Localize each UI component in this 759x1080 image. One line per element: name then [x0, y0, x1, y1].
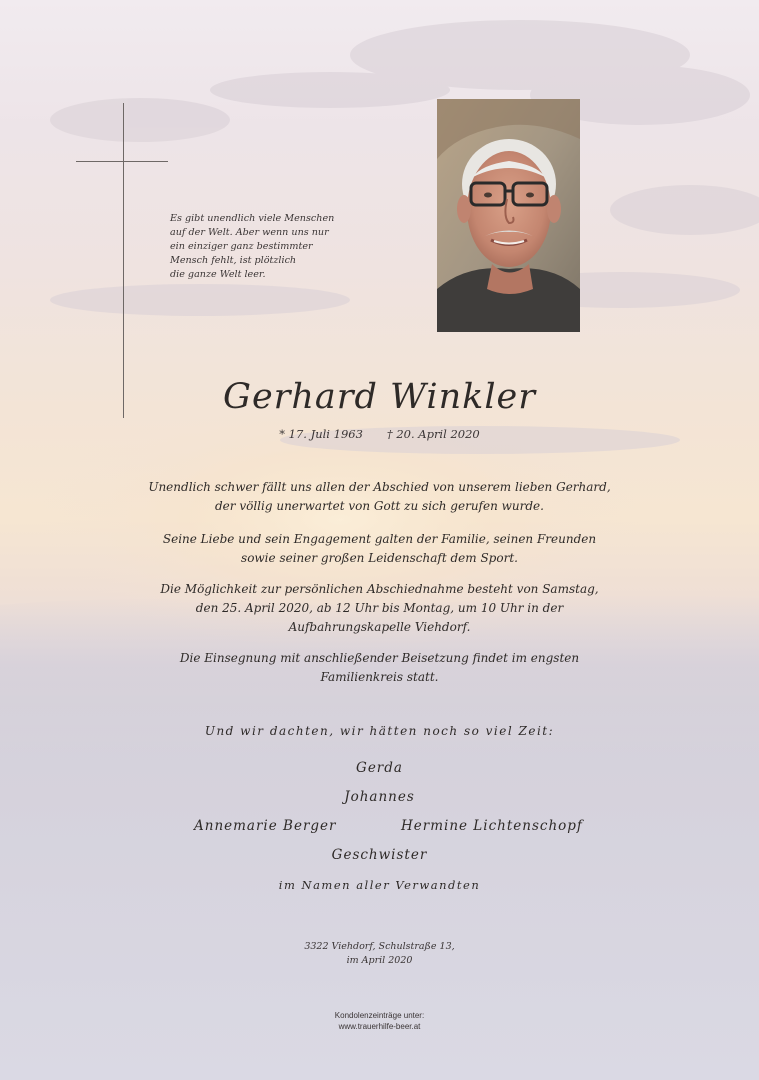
quote-line: auf der Welt. Aber wenn uns nur	[170, 227, 329, 238]
condolence-url[interactable]: www.trauerhilfe-beer.at	[338, 1022, 421, 1031]
text-line: Familienkreis statt.	[320, 670, 439, 684]
mourner-hermine: Hermine Lichtenschopf	[401, 818, 583, 834]
portrait-photo	[437, 99, 580, 332]
mourner-annemarie: Annemarie Berger	[194, 818, 337, 834]
mourner-johannes: Johannes	[344, 789, 415, 805]
text-line: der völlig unerwartet von Gott zu sich gerufen wurde.	[215, 499, 544, 513]
text-line: Unendlich schwer fällt uns allen der Abschied von unserem lieben Gerhard,	[148, 480, 611, 494]
life-dates	[0, 427, 759, 441]
birth-date: * 17. Juli 1963	[279, 427, 363, 441]
paragraph-burial	[60, 649, 699, 687]
text-line: Die Möglichkeit zur persönlichen Abschiednahme besteht von Samstag,	[160, 582, 599, 596]
deceased-name: Gerhard Winkler	[222, 377, 536, 417]
quote-line: Es gibt unendlich viele Menschen	[170, 213, 335, 224]
quote-line: die ganze Welt leer.	[170, 269, 266, 280]
condolence-label: Kondolenzeinträge unter:	[334, 1011, 425, 1020]
paragraph-viewing	[60, 580, 699, 637]
cross-vertical-beam	[123, 103, 124, 418]
quote-line: Mensch fehlt, ist plötzlich	[170, 255, 297, 266]
death-date: † 20. April 2020	[386, 427, 480, 441]
text-line: den 25. April 2020, ab 12 Uhr bis Montag, um 10 Uhr in der	[195, 601, 564, 615]
mourner-gerda: Gerda	[356, 760, 403, 776]
cross-horizontal-beam	[76, 161, 168, 162]
condolence-info	[0, 1010, 759, 1032]
address-line: 3322 Viehdorf, Schulstraße 13,	[304, 941, 455, 952]
paragraph-passions	[60, 530, 699, 568]
closing-line: Und wir dachten, wir hätten noch so viel Zeit:	[204, 724, 555, 738]
address-block	[0, 940, 759, 968]
text-line: Seine Liebe und sein Engagement galten der Familie, seinen Freunden	[162, 532, 597, 546]
address-date: im April 2020	[346, 955, 413, 966]
text-line: Aufbahrungskapelle Viehdorf.	[288, 620, 471, 634]
text-line: sowie seiner großen Leidenschaft dem Sport.	[241, 551, 518, 565]
mourners-relatives: im Namen aller Verwandten	[278, 878, 481, 892]
memorial-quote	[170, 212, 410, 282]
text-line: Die Einsegnung mit anschließender Beisetzung findet im engsten	[179, 651, 580, 665]
paragraph-farewell	[60, 478, 699, 516]
mourners-siblings: Geschwister	[331, 847, 428, 863]
quote-line: ein einziger ganz bestimmter	[170, 241, 313, 252]
